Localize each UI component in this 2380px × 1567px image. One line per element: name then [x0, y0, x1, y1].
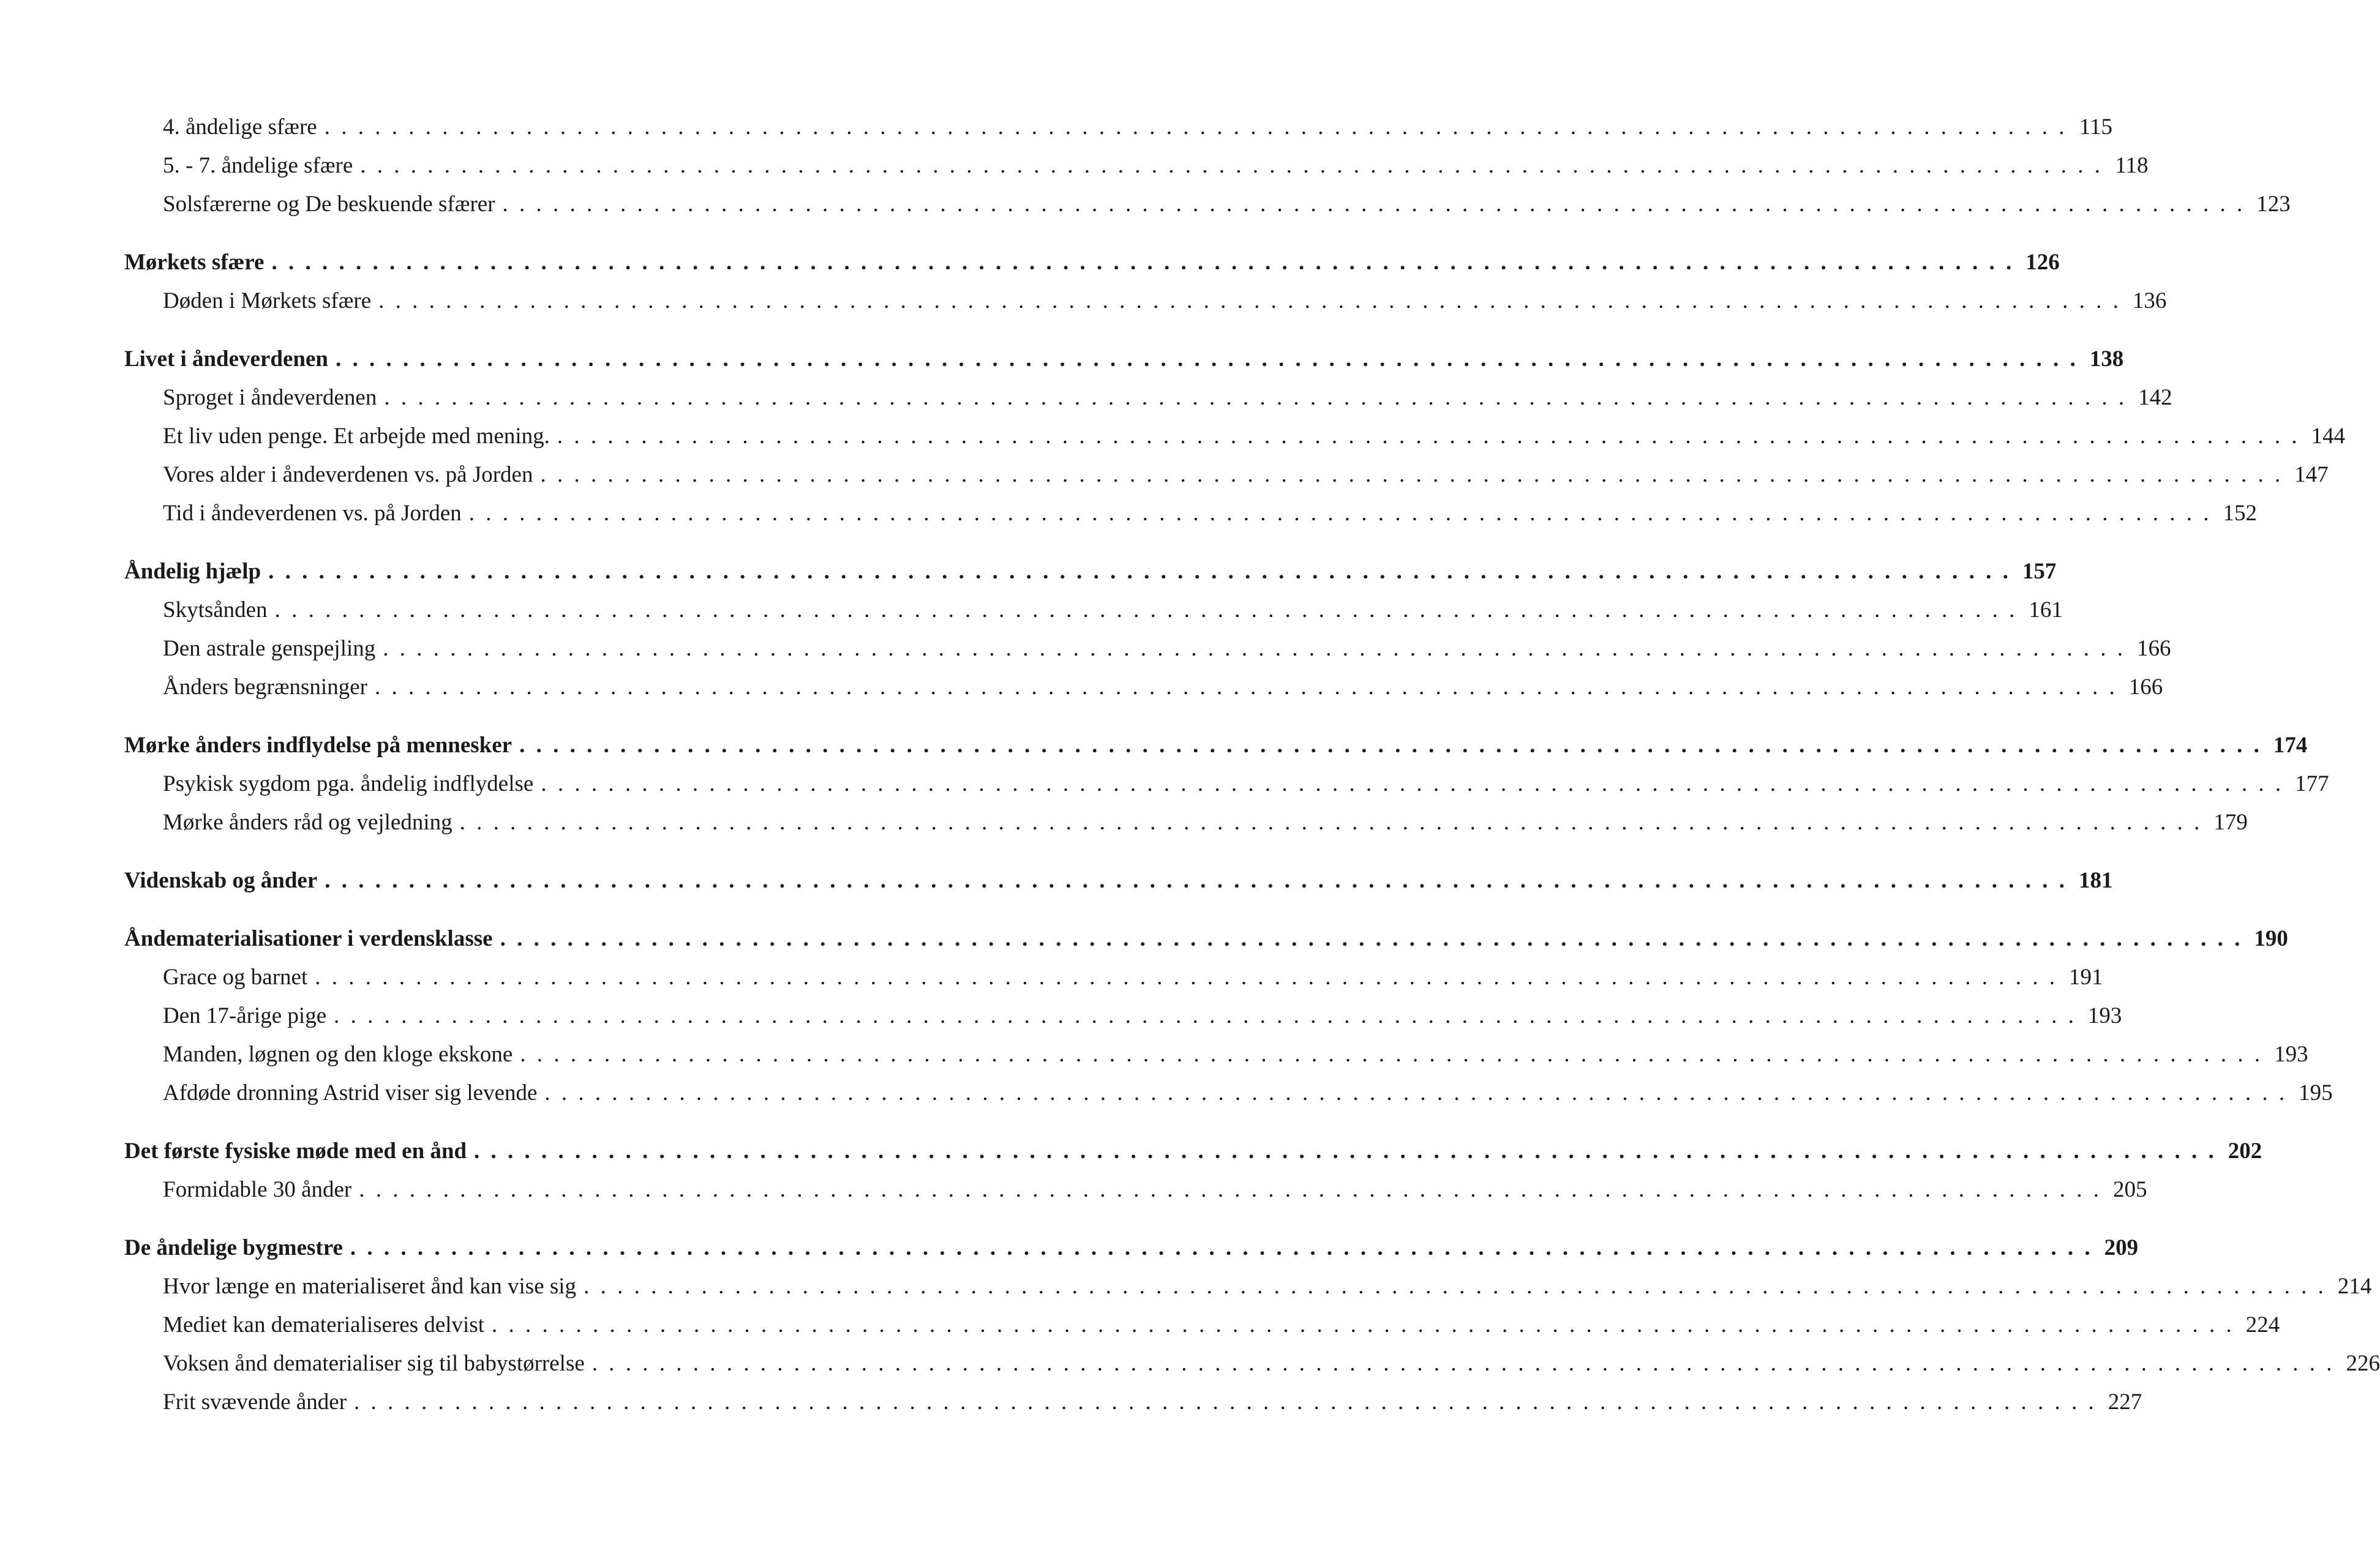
toc-page-number: 195	[2299, 1080, 2333, 1105]
toc-section-entry	[163, 380, 2172, 411]
dot-leader: . . . . . . . . . . . . . . . . . . . . . . . . . . . . . . . . . . . . . . . . . . . . . . . . . . . . . . . . . . . . . . . . . . . . . . . . . . . . . . . . . . . . . . . . . . . . . . . . . . . . . . . .	[315, 965, 2058, 990]
toc-entry-title: Videnskab og ånder	[124, 868, 318, 893]
dot-leader: . . . . . . . . . . . . . . . . . . . . . . . . . . . . . . . . . . . . . . . . . . . . . . . . . . . . . . . . . . . . . . . . . . . . . . . . . . . . . . . . . . . . . . . . . . . . . . . . . . . . . . . .	[325, 868, 2068, 893]
toc-page-number: 193	[2274, 1042, 2308, 1067]
toc-page-number: 136	[2132, 288, 2167, 313]
toc-section-entry	[163, 592, 2063, 624]
dot-leader: . . . . . . . . . . . . . . . . . . . . . . . . . . . . . . . . . . . . . . . . . . . . . . . . . . . . . . . . . . . . . . . . . . . . . . . . . . . . . . . . . . . . . . . . . . . . . . . . . . . . . . . .	[591, 1351, 2335, 1376]
toc-section-entry	[163, 959, 2103, 991]
dot-leader: . . . . . . . . . . . . . . . . . . . . . . . . . . . . . . . . . . . . . . . . . . . . . . . . . . . . . . . . . . . . . . . . . . . . . . . . . . . . . . . . . . . . . . . . . . . . . . . . . . . . . . . .	[378, 288, 2122, 313]
toc-entry-title: Hvor længe en materialiseret ånd kan vise sig	[163, 1274, 577, 1299]
dot-leader: . . . . . . . . . . . . . . . . . . . . . . . . . . . . . . . . . . . . . . . . . . . . . . . . . . . . . . . . . . . . . . . . . . . . . . . . . . . . . . . . . . . . . . . . . . . . . . . . . . . . . . . .	[268, 559, 2011, 584]
toc-entry-title: Mørke ånders råd og vejledning	[163, 810, 452, 835]
toc-chapter-entry	[124, 244, 2060, 276]
toc-entry-title: Mørkets sfære	[124, 250, 265, 275]
dot-leader: . . . . . . . . . . . . . . . . . . . . . . . . . . . . . . . . . . . . . . . . . . . . . . . . . . . . . . . . . . . . . . . . . . . . . . . . . . . . . . . . . . . . . . . . . . . . . . . . . . . . . . . .	[360, 153, 2103, 178]
toc-entry-title: 4. åndelige sfære	[163, 114, 317, 140]
toc-page-number: 181	[2079, 868, 2113, 893]
toc-page-number: 174	[2273, 733, 2308, 758]
toc-page-number: 166	[2137, 636, 2171, 661]
toc-page-number: 123	[2256, 192, 2291, 217]
dot-leader: . . . . . . . . . . . . . . . . . . . . . . . . . . . . . . . . . . . . . . . . . . . . . . . . . . . . . . . . . . . . . . . . . . . . . . . . . . . . . . . . . . . . . . . . . . . . . . . . . . . . . . . .	[540, 462, 2283, 487]
dot-leader: . . . . . . . . . . . . . . . . . . . . . . . . . . . . . . . . . . . . . . . . . . . . . . . . . . . . . . . . . . . . . . . . . . . . . . . . . . . . . . . . . . . . . . . . . . . . . . . . . . . . . . . .	[271, 250, 2014, 275]
toc-page-number: 179	[2213, 810, 2248, 835]
toc-entry-title: 5. - 7. åndelige sfære	[163, 153, 353, 178]
toc-page-number: 142	[2138, 385, 2172, 410]
toc-section-entry	[163, 283, 2167, 315]
dot-leader: . . . . . . . . . . . . . . . . . . . . . . . . . . . . . . . . . . . . . . . . . . . . . . . . . . . . . . . . . . . . . . . . . . . . . . . . . . . . . . . . . . . . . . . . . . . . . . . . . . . . . . . .	[350, 1235, 2093, 1260]
dot-leader: . . . . . . . . . . . . . . . . . . . . . . . . . . . . . . . . . . . . . . . . . . . . . . . . . . . . . . . . . . . . . . . . . . . . . . . . . . . . . . . . . . . . . . . . . . . . . . . . . . . . . . . .	[557, 424, 2300, 449]
toc-page-number: 191	[2069, 965, 2103, 990]
toc-section-entry	[163, 457, 2329, 488]
dot-leader: . . . . . . . . . . . . . . . . . . . . . . . . . . . . . . . . . . . . . . . . . . . . . . . . . . . . . . . . . . . . . . . . . . . . . . . . . . . . . . . . . . . . . . . . . . . . . . . . . . . . . . . .	[335, 346, 2079, 372]
dot-leader: . . . . . . . . . . . . . . . . . . . . . . . . . . . . . . . . . . . . . . . . . . . . . . . . . . . . . . . . . . . . . . . . . . . . . . . . . . . . . . . . . . . . . . . . . . . . . . . . . . . . . . . .	[459, 810, 2202, 835]
toc-page-number: 226	[2346, 1351, 2380, 1376]
toc-section-entry	[163, 1075, 2333, 1107]
dot-leader: . . . . . . . . . . . . . . . . . . . . . . . . . . . . . . . . . . . . . . . . . . . . . . . . . . . . . . . . . . . . . . . . . . . . . . . . . . . . . . . . . . . . . . . . . . . . . . . . . . . . . . . .	[500, 926, 2243, 951]
toc-entry-title: Åndematerialisationer i verdensklasse	[124, 926, 493, 951]
toc-page-number: 202	[2228, 1139, 2262, 1164]
dot-leader: . . . . . . . . . . . . . . . . . . . . . . . . . . . . . . . . . . . . . . . . . . . . . . . . . . . . . . . . . . . . . . . . . . . . . . . . . . . . . . . . . . . . . . . . . . . . . . . . . . . . . . . .	[384, 385, 2127, 410]
toc-chapter-entry	[124, 727, 2308, 759]
dot-leader: . . . . . . . . . . . . . . . . . . . . . . . . . . . . . . . . . . . . . . . . . . . . . . . . . . . . . . . . . . . . . . . . . . . . . . . . . . . . . . . . . . . . . . . . . . . . . . . . . . . . . . . .	[544, 1080, 2288, 1105]
toc-entry-title: Livet i åndeverdenen	[124, 346, 328, 372]
toc-page-number: 205	[2113, 1177, 2147, 1202]
toc-section-entry	[163, 1345, 2380, 1377]
toc-chapter-entry	[124, 862, 2113, 894]
toc-entry-title: Solsfærerne og De beskuende sfærer	[163, 192, 495, 217]
toc-entry-title: Mediet kan dematerialiseres delvist	[163, 1312, 485, 1337]
toc-chapter-entry	[124, 341, 2124, 373]
toc-section-entry	[163, 1172, 2147, 1203]
toc-page-number: 157	[2022, 559, 2057, 584]
toc-entry-title: Voksen ånd dematerialiser sig til babystørrelse	[163, 1351, 585, 1376]
toc-page-number: 144	[2311, 424, 2346, 449]
toc-section-entry	[163, 669, 2163, 701]
toc-page-number: 214	[2337, 1274, 2372, 1299]
dot-leader: . . . . . . . . . . . . . . . . . . . . . . . . . . . . . . . . . . . . . . . . . . . . . . . . . . . . . . . . . . . . . . . . . . . . . . . . . . . . . . . . . . . . . . . . . . . . . . . . . . . . . . . .	[334, 1003, 2077, 1028]
dot-leader: . . . . . . . . . . . . . . . . . . . . . . . . . . . . . . . . . . . . . . . . . . . . . . . . . . . . . . . . . . . . . . . . . . . . . . . . . . . . . . . . . . . . . . . . . . . . . . . . . . . . . . . .	[359, 1177, 2102, 1202]
toc-section-entry	[163, 804, 2248, 836]
dot-leader: . . . . . . . . . . . . . . . . . . . . . . . . . . . . . . . . . . . . . . . . . . . . . . . . . . . . . . . . . . . . . . . . . . . . . . . . . . . . . . . . . . . . . . . . . . . . . . . . . . . . . . . .	[520, 1042, 2263, 1067]
toc-page-number: 193	[2087, 1003, 2122, 1028]
toc-entry-title: Ånders begrænsninger	[163, 675, 367, 700]
dot-leader: . . . . . . . . . . . . . . . . . . . . . . . . . . . . . . . . . . . . . . . . . . . . . . . . . . . . . . . . . . . . . . . . . . . . . . . . . . . . . . . . . . . . . . . . . . . . . . . . . . . . . . . .	[274, 597, 2018, 623]
toc-section-entry	[163, 1036, 2308, 1068]
toc-page-number: 118	[2115, 153, 2149, 178]
toc-entry-title: Manden, løgnen og den kloge ekskone	[163, 1042, 513, 1067]
dot-leader: . . . . . . . . . . . . . . . . . . . . . . . . . . . . . . . . . . . . . . . . . . . . . . . . . . . . . . . . . . . . . . . . . . . . . . . . . . . . . . . . . . . . . . . . . . . . . . . . . . . . . . . .	[383, 636, 2126, 661]
dot-leader: . . . . . . . . . . . . . . . . . . . . . . . . . . . . . . . . . . . . . . . . . . . . . . . . . . . . . . . . . . . . . . . . . . . . . . . . . . . . . . . . . . . . . . . . . . . . . . . . . . . . . . . .	[474, 1139, 2217, 1164]
toc-entry-title: Den 17-årige pige	[163, 1003, 327, 1028]
toc-page-number: 138	[2089, 346, 2124, 372]
toc-page-number: 152	[2223, 501, 2258, 526]
toc-chapter-entry	[124, 1133, 2262, 1165]
toc-page-number: 126	[2025, 250, 2060, 275]
toc-section-entry	[163, 1307, 2280, 1339]
toc-section-entry	[163, 186, 2291, 218]
toc-section-entry	[163, 1268, 2372, 1300]
toc-entry-title: Afdøde dronning Astrid viser sig levende	[163, 1080, 538, 1105]
toc-entry-title: Psykisk sygdom pga. åndelig indflydelse	[163, 771, 534, 796]
toc-entry-title: Skytsånden	[163, 597, 268, 623]
toc-entry-title: Sproget i åndeverdenen	[163, 385, 377, 410]
toc-page-number: 227	[2108, 1389, 2142, 1415]
dot-leader: . . . . . . . . . . . . . . . . . . . . . . . . . . . . . . . . . . . . . . . . . . . . . . . . . . . . . . . . . . . . . . . . . . . . . . . . . . . . . . . . . . . . . . . . . . . . . . . . . . . . . . . .	[354, 1389, 2097, 1415]
toc-page-number: 115	[2079, 114, 2112, 140]
toc-page-number: 166	[2128, 675, 2163, 700]
toc-section-entry	[163, 109, 2112, 141]
toc-entry-title: Frit svævende ånder	[163, 1389, 347, 1415]
toc-page-number: 147	[2294, 462, 2329, 487]
dot-leader: . . . . . . . . . . . . . . . . . . . . . . . . . . . . . . . . . . . . . . . . . . . . . . . . . . . . . . . . . . . . . . . . . . . . . . . . . . . . . . . . . . . . . . . . . . . . . . . . . . . . . . . .	[374, 675, 2118, 700]
toc-section-entry	[163, 495, 2258, 527]
toc-entry-title: Mørke ånders indflydelse på mennesker	[124, 733, 512, 758]
toc-entry-title: Tid i åndeverdenen vs. på Jorden	[163, 501, 462, 526]
toc-entry-title: Den astrale genspejling	[163, 636, 376, 661]
dot-leader: . . . . . . . . . . . . . . . . . . . . . . . . . . . . . . . . . . . . . . . . . . . . . . . . . . . . . . . . . . . . . . . . . . . . . . . . . . . . . . . . . . . . . . . . . . . . . . . . . . . . . . . .	[502, 192, 2245, 217]
toc-section-entry	[163, 148, 2149, 179]
toc-section-entry	[163, 1384, 2142, 1416]
toc-entry-title: De åndelige bygmestre	[124, 1235, 343, 1260]
dot-leader: . . . . . . . . . . . . . . . . . . . . . . . . . . . . . . . . . . . . . . . . . . . . . . . . . . . . . . . . . . . . . . . . . . . . . . . . . . . . . . . . . . . . . . . . . . . . . . . . . . . . . . . .	[584, 1274, 2327, 1299]
dot-leader: . . . . . . . . . . . . . . . . . . . . . . . . . . . . . . . . . . . . . . . . . . . . . . . . . . . . . . . . . . . . . . . . . . . . . . . . . . . . . . . . . . . . . . . . . . . . . . . . . . . . . . . .	[541, 771, 2284, 796]
toc-page-number: 161	[2029, 597, 2063, 623]
toc-entry-title: Grace og barnet	[163, 965, 308, 990]
dot-leader: . . . . . . . . . . . . . . . . . . . . . . . . . . . . . . . . . . . . . . . . . . . . . . . . . . . . . . . . . . . . . . . . . . . . . . . . . . . . . . . . . . . . . . . . . . . . . . . . . . . . . . . .	[324, 114, 2067, 140]
toc-section-entry	[163, 998, 2122, 1030]
dot-leader: . . . . . . . . . . . . . . . . . . . . . . . . . . . . . . . . . . . . . . . . . . . . . . . . . . . . . . . . . . . . . . . . . . . . . . . . . . . . . . . . . . . . . . . . . . . . . . . . . . . . . . . .	[492, 1312, 2235, 1337]
dot-leader: . . . . . . . . . . . . . . . . . . . . . . . . . . . . . . . . . . . . . . . . . . . . . . . . . . . . . . . . . . . . . . . . . . . . . . . . . . . . . . . . . . . . . . . . . . . . . . . . . . . . . . . .	[519, 733, 2262, 758]
toc-page-number: 177	[2295, 771, 2329, 796]
toc-entry-title: Det første fysiske møde med en ånd	[124, 1139, 467, 1164]
toc-page-number: 209	[2104, 1235, 2139, 1260]
toc-entry-title: Formidable 30 ånder	[163, 1177, 352, 1202]
toc-entry-title: Åndelig hjælp	[124, 559, 261, 584]
toc-chapter-entry	[124, 553, 2057, 585]
toc-section-entry	[163, 630, 2171, 662]
toc-entry-title: Et liv uden penge. Et arbejde med mening.	[163, 424, 550, 449]
toc-chapter-entry	[124, 1230, 2139, 1262]
toc-page-number: 224	[2245, 1312, 2280, 1337]
toc-entry-title: Vores alder i åndeverdenen vs. på Jorden	[163, 462, 533, 487]
dot-leader: . . . . . . . . . . . . . . . . . . . . . . . . . . . . . . . . . . . . . . . . . . . . . . . . . . . . . . . . . . . . . . . . . . . . . . . . . . . . . . . . . . . . . . . . . . . . . . . . . . . . . . . .	[468, 501, 2212, 526]
toc-chapter-entry	[124, 921, 2288, 952]
toc-section-entry	[163, 766, 2329, 798]
toc-section-entry	[163, 418, 2346, 450]
toc-page-number: 190	[2254, 926, 2288, 951]
toc-entry-title: Døden i Mørkets sfære	[163, 288, 372, 313]
